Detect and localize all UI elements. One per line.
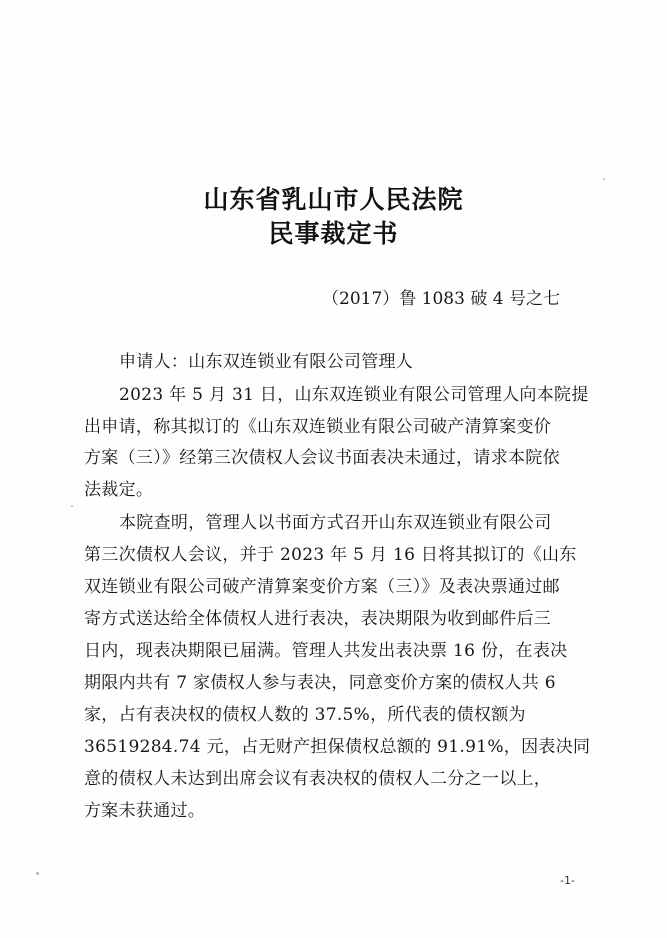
paragraph-1-line: 法裁定。: [84, 480, 154, 500]
paragraph-1-line: 2023 年 5 月 31 日，山东双连锁业有限公司管理人向本院提: [119, 385, 589, 405]
paragraph-1-line: 出申请，称其拟订的《山东双连锁业有限公司破产清算案变价: [84, 417, 552, 437]
case-number: （2017）鲁 1083 破 4 号之七: [322, 289, 560, 309]
paragraph-2-line: 日内，现表决期限已届满。管理人共发出表决票 16 份，在表决: [84, 641, 568, 661]
paragraph-2-line: 36519284.74 元，占无财产担保债权总额的 91.91%，因表决同: [84, 737, 591, 757]
paragraph-2-line: 方案未获通过。: [84, 801, 206, 821]
paragraph-2-line: 期限内共有 7 家债权人参与表决，同意变价方案的债权人共 6: [84, 673, 556, 693]
paragraph-2-line: 本院查明，管理人以书面方式召开山东双连锁业有限公司: [119, 513, 552, 533]
page-number: -1-: [560, 874, 575, 887]
paragraph-2-line: 家，占有表决权的债权人数的 37.5%，所代表的债权额为: [84, 705, 526, 725]
document-type-title: 民事裁定书: [268, 219, 399, 248]
paragraph-2-line: 第三次债权人会议，并于 2023 年 5 月 16 日将其拟订的《山东: [84, 545, 577, 565]
paragraph-2-line: 寄方式送达给全体债权人进行表决，表决期限为收到邮件后三: [84, 609, 552, 629]
scan-speck: [36, 872, 39, 875]
paragraph-2-line: 双连锁业有限公司破产清算案变价方案（三）》及表决票通过邮: [84, 577, 560, 597]
paragraph-2-line: 意的债权人未达到出席会议有表决权的债权人二分之一以上，: [84, 769, 552, 789]
court-title: 山东省乳山市人民法院: [203, 185, 464, 214]
applicant-line: 申请人：山东双连锁业有限公司管理人: [119, 352, 414, 372]
scan-speck: [71, 505, 73, 507]
scan-speck: [603, 178, 605, 180]
paragraph-1-line: 方案（三）》经第三次债权人会议书面表决未通过，请求本院依: [84, 448, 560, 468]
